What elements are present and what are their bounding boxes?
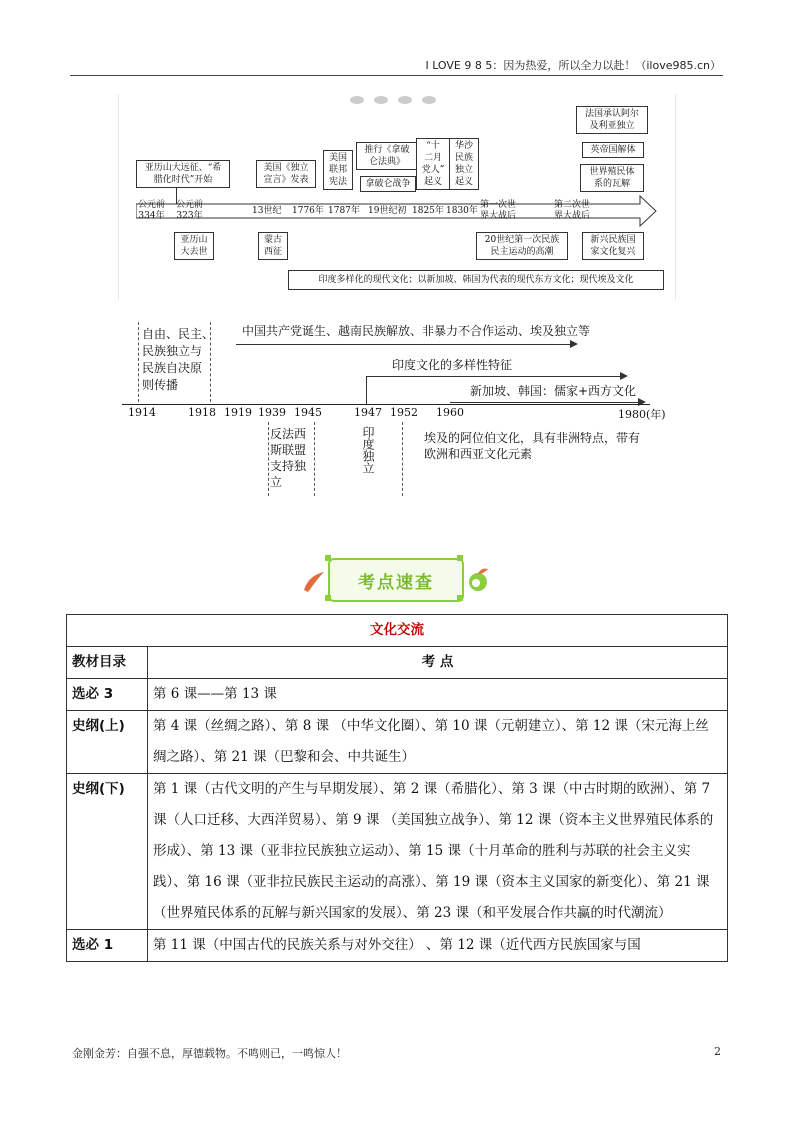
box-revival: 新兴民族国 家文化复兴 [582,232,644,260]
dashed-divider [138,322,139,402]
dashed-divider [314,422,315,496]
exam-points-table [66,614,728,962]
badge-corner [325,555,331,561]
label-1776: 1776年 [292,206,324,216]
badge-corner [457,555,463,561]
page-header: I LOVE 9 8 5：因为热爱，所以全力以赴！（ilove985.cn） [425,59,721,72]
leaf-icon [300,566,328,596]
tick-1960: 1960 [436,406,464,419]
arrow-head [620,372,628,380]
label-1825: 1825年 [412,206,444,216]
row-book: 史纲(上) [67,711,148,774]
decor-dot [350,96,364,104]
tick-1918: 1918 [188,406,216,419]
axis-line [122,404,650,405]
arrow-line [450,402,640,403]
circle-leaf-icon [464,566,492,596]
decor-dot [398,96,412,104]
tick-1914: 1914 [128,406,156,419]
row-book: 史纲(下) [67,774,148,930]
dashed-divider [402,422,403,496]
tick-1952: 1952 [390,406,418,419]
dashed-divider [268,422,269,496]
box-us-independence: 美国《独立 宣言》发表 [256,160,316,188]
label-19c: 19世纪初 [368,206,407,216]
tick-1947: 1947 [354,406,382,419]
tick-1939: 1939 [258,406,286,419]
label-ww2: 第二次世 界大战后 [554,200,591,221]
label-1830: 1830年 [446,206,478,216]
arrow-label-top: 中国共产党诞生、越南民族解放、非暴力不合作运动、埃及独立等 [242,324,591,338]
table-header-row [67,647,728,679]
row-content: 第 1 课（古代文明的产生与早期发展）、第 2 课（希腊化）、第 3 课（中古时期的欧洲）、第 7 课（人口迁移、大西洋贸易）、第 9 课 （美国独立战争）、第 12 课（资本主义世界殖民体系的形成）、第 13 课（亚非拉民族独立运动）、第 15 课（十月革命的胜利与苏联的社会主义实践）、第 16 课（亚非拉民族民主运动的高涨）、第 19 课（资本主义国家的新变化）、第 21 课（世界殖民体系的瓦解与新兴国家的发展）、第 23 课（和平发展合作共赢的时代潮流） [148,774,728,930]
table-row [67,711,728,774]
table-title-row [67,615,728,647]
arrow-label-sg: 新加坡、韩国：儒家+西方文化 [470,384,637,398]
badge-corner [325,595,331,601]
tick-1945: 1945 [294,406,322,419]
col-header-book: 教材目录 [67,647,148,679]
arrow-line [236,344,572,345]
row-content: 第 4 课（丝绸之路）、第 8 课 （中华文化圈）、第 10 课（元朝建立）、第 12 课（宋元海上丝绸之路）、第 21 课（巴黎和会、中共诞生） [148,711,728,774]
left-principles: 自由、民主、 民族独立与 民族自决原 则传播 [142,327,215,392]
box-france-recognize: 法国承认阿尔 及利亚独立 [576,106,648,134]
tick-1980: 1980(年) [618,408,666,421]
arrow-label-india: 印度文化的多样性特征 [392,358,513,372]
box-napoleon-war: 拿破仑战争 [360,176,416,192]
timeline-figure-2 [118,318,676,508]
row-book: 选必 3 [67,679,148,711]
decor-dot [422,96,436,104]
label-1787: 1787年 [328,206,360,216]
box-national-movement: 20世纪第一次民族 民主运动的高潮 [476,232,568,260]
anti-fascist-note: 反法西斯联盟支持独立 [270,427,307,489]
table-row [67,774,728,930]
table-row [67,679,728,711]
row-content: 第 6 课——第 13 课 [148,679,728,711]
col-header-points: 考 点 [148,647,728,679]
box-colonial-collapse: 世界殖民体 系的瓦解 [580,164,644,192]
tick-1919: 1919 [224,406,252,419]
label-13c: 13世纪 [252,206,282,216]
label-bc334: 公元前 334年 [138,200,166,221]
table-title: 文化交流 [67,615,728,647]
box-alexander: 亚历山大远征、“希 腊化时代”开始 [136,160,230,188]
badge-corner [457,595,463,601]
box-british-empire: 英帝国解体 [582,142,644,158]
label-bc323: 公元前 323年 [176,200,204,221]
box-december: “十 二月 党人” 起义 [416,138,450,190]
arrow-head [570,340,578,348]
row-book: 选必 1 [67,930,148,962]
box-napoleon-code: 推行《拿破 仑法典》 [356,142,418,170]
arrow-line [366,376,622,377]
dashed-divider [210,322,211,402]
box-alexander-death: 亚历山 大去世 [174,232,214,260]
header-rule [70,75,723,76]
label-ww1: 第一次世 界大战后 [480,200,517,221]
table-row [67,930,728,962]
connector [366,376,367,404]
page-number: 2 [714,1045,721,1058]
box-us-constitution: 美国 联邦 宪法 [323,150,353,190]
section-badge [328,558,464,602]
decor-dot [374,96,388,104]
india-independence-note: 印度独立 [361,426,375,474]
badge-label: 考点速查 [358,572,434,593]
box-mongol: 蒙古 西征 [258,232,288,260]
box-warsaw: 华沙 民族 独立 起义 [449,138,479,190]
row-content: 第 11 课（中国古代的民族关系与对外交往） 、第 12 课（近代西方民族国家与国 [148,930,728,962]
footer-motto: 金刚金芳：自强不息，厚德载物。不鸣则已，一鸣惊人！ [72,1047,347,1060]
timeline-figure-1 [118,94,674,300]
egypt-culture-note: 埃及的阿位伯文化，具有非洲特点，带有 欧洲和西亚文化元素 [424,431,641,461]
box-modern-culture: 印度多样化的现代文化；以新加坡、韩国为代表的现代东方文化；现代埃及文化 [288,270,664,290]
